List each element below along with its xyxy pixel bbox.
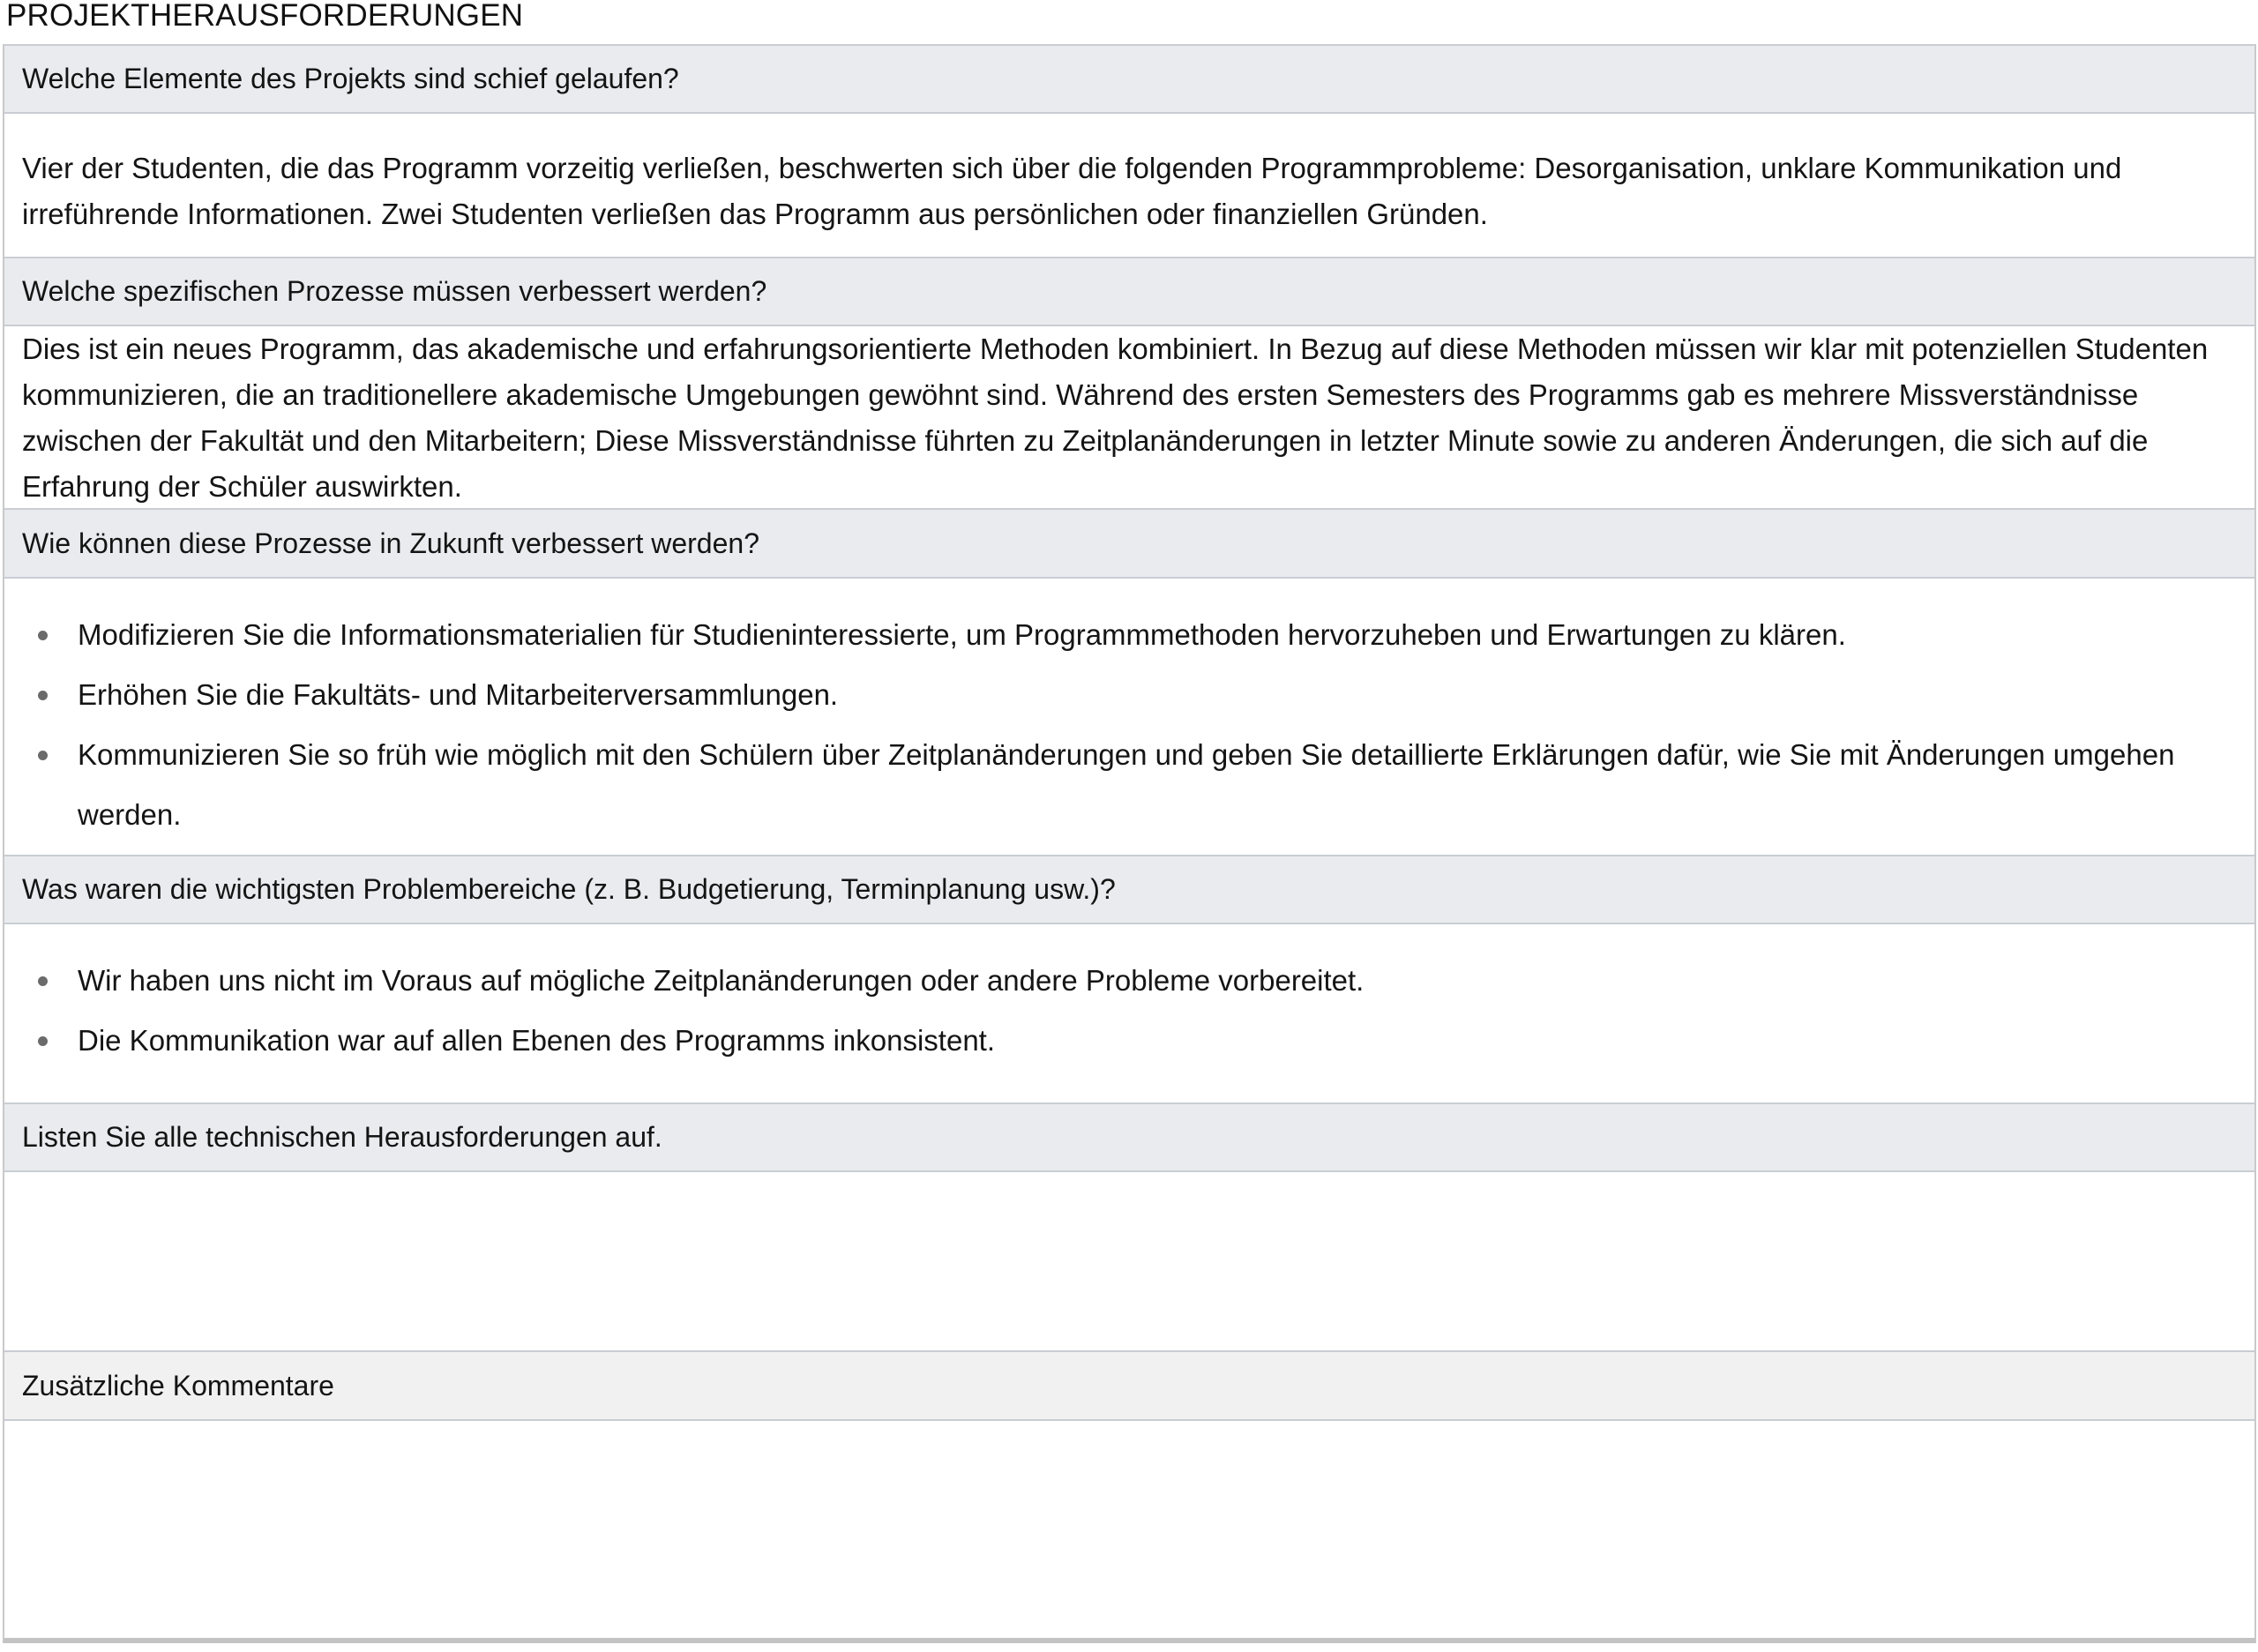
list-item: Modifizieren Sie die Informationsmaterialien für Studieninteressierte, um Programmmethoden hervorzuheben und Erwartungen zu klären.	[4, 605, 2254, 665]
bullet-list	[4, 951, 2254, 1071]
question-label: Listen Sie alle technischen Herausforderungen auf.	[22, 1121, 662, 1153]
section-header-future-improvements	[4, 508, 2254, 579]
bullet-icon	[38, 1036, 48, 1046]
answer-cell-future-improvements[interactable]	[4, 579, 2254, 856]
answer-cell-processes-to-improve[interactable]	[4, 326, 2254, 510]
answer-cell-problem-areas[interactable]	[4, 924, 2254, 1103]
bullet-icon	[38, 751, 48, 760]
section-header-problem-areas	[4, 855, 2254, 924]
page-title: PROJEKTHERAUSFORDERUNGEN	[6, 0, 524, 33]
bullet-icon	[38, 976, 48, 986]
answer-text: Dies ist ein neues Programm, das akademische und erfahrungsorientierte Methoden kombiniert. In Bezug auf diese Methoden müssen wir klar mit potenziellen Studenten kommunizieren, die an traditionellere akademische Umgebungen gewöhnt sind. Während des ersten Semesters des Programms gab es mehrere Missverständnisse zwischen der Fakultät und den Mitarbeitern; Diese Missverständnisse führten zu Zeitplanänderungen in letzter Minute sowie zu anderen Änderungen, die sich auf die Erfahrung der Schüler auswirkten.	[22, 333, 2209, 503]
answer-cell-technical-challenges[interactable]	[4, 1172, 2254, 1351]
section-header-processes-to-improve	[4, 257, 2254, 326]
section-header-what-went-wrong	[4, 44, 2254, 114]
question-label: Welche Elemente des Projekts sind schief gelaufen?	[22, 63, 679, 94]
challenges-table	[3, 44, 2256, 1643]
bullet-icon	[38, 631, 48, 640]
answer-cell-additional-comments[interactable]	[4, 1421, 2254, 1638]
question-label: Was waren die wichtigsten Problembereiche (z. B. Budgetierung, Terminplanung usw.)?	[22, 873, 1116, 905]
list-item: Die Kommunikation war auf allen Ebenen des Programms inkonsistent.	[4, 1011, 2254, 1071]
list-item: Wir haben uns nicht im Voraus auf mögliche Zeitplanänderungen oder andere Probleme vorbereitet.	[4, 951, 2254, 1011]
bullet-icon	[38, 691, 48, 700]
section-header-additional-comments	[4, 1350, 2254, 1421]
section-header-technical-challenges	[4, 1103, 2254, 1172]
bullet-list	[4, 605, 2254, 845]
answer-text: Vier der Studenten, die das Programm vorzeitig verließen, beschwerten sich über die folgenden Programmprobleme: Desorganisation, unklare Kommunikation und irreführende Informationen. Zwei Studenten verließen das Programm aus persönlichen oder finanziellen Gründen.	[22, 152, 2122, 230]
question-label: Wie können diese Prozesse in Zukunft verbessert werden?	[22, 527, 759, 559]
question-label: Zusätzliche Kommentare	[22, 1369, 334, 1402]
list-item: Kommunizieren Sie so früh wie möglich mit den Schülern über Zeitplanänderungen und geben Sie detaillierte Erklärungen dafür, wie Sie mit Änderungen umgehen werden.	[4, 725, 2254, 845]
question-label: Welche spezifischen Prozesse müssen verbessert werden?	[22, 275, 767, 307]
list-item: Erhöhen Sie die Fakultäts- und Mitarbeiterversammlungen.	[4, 665, 2254, 725]
